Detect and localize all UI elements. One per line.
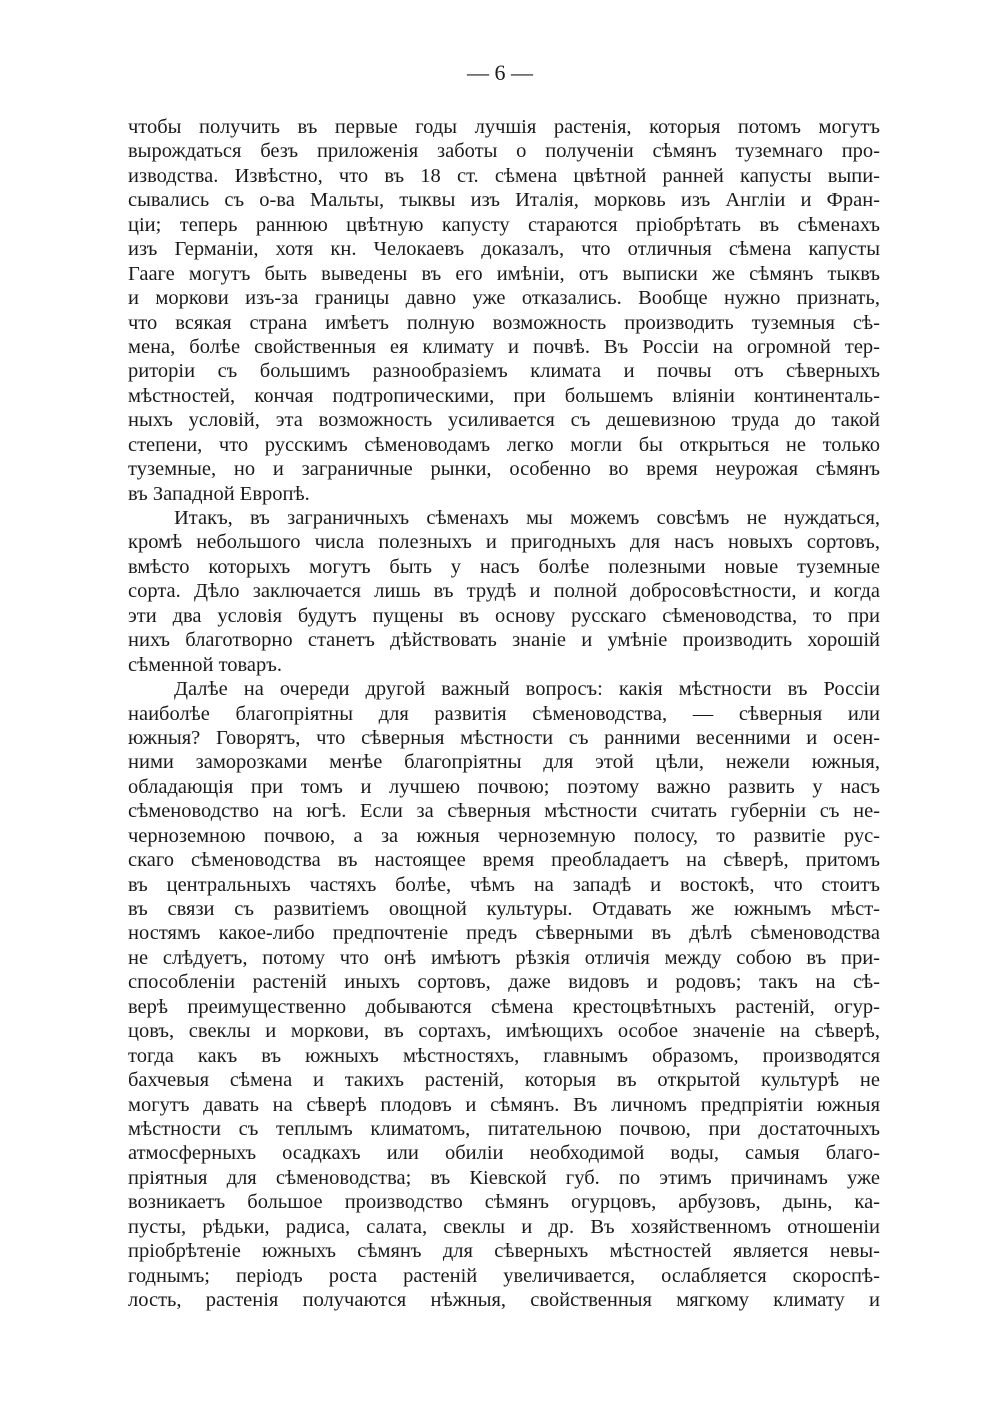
text-line: что всякая страна имѣетъ полную возможность производить туземныя сѣ- bbox=[128, 311, 880, 334]
text-line: въ центральныхъ частяхъ болѣе, чѣмъ на западѣ и востокѣ, что стоитъ bbox=[128, 873, 880, 896]
text-line: Итакъ, въ заграничныхъ сѣменахъ мы можемъ совсѣмъ не нуждаться, bbox=[174, 507, 880, 529]
paragraph bbox=[128, 506, 880, 677]
text-line: мѣстности съ теплымъ климатомъ, питательною почвою, при достаточныхъ bbox=[128, 1117, 880, 1140]
text-line: тогда какъ въ южныхъ мѣстностяхъ, главнымъ образомъ, производятся bbox=[128, 1044, 880, 1067]
text-line: сѣменной товаръ. bbox=[128, 653, 283, 676]
text-line: степени, что русскимъ сѣменоводамъ легко могли бы открыться не только bbox=[128, 433, 880, 456]
text-line: мѣстностей, кончая подтропическими, при большемъ вліяніи континенталь- bbox=[128, 384, 880, 407]
text-line: изъ Германіи, хотя кн. Челокаевъ доказалъ, что отличныя сѣмена капусты bbox=[128, 238, 880, 261]
text-line: ностямъ какое-либо предпочтеніе предъ сѣверными въ дѣлѣ сѣменоводства bbox=[128, 922, 880, 945]
text-line: риторіи съ большимъ разнообразіемъ климата и почвы отъ сѣверныхъ bbox=[128, 360, 880, 383]
text-line: верѣ преимущественно добываются сѣмена крестоцвѣтныхъ растеній, огур- bbox=[128, 995, 880, 1018]
text-line: нихъ благотворно станетъ дѣйствовать знаніе и умѣніе производить хорошій bbox=[128, 629, 880, 652]
text-line: пріобрѣтеніе южныхъ сѣмянъ для сѣверныхъ мѣстностей является невы- bbox=[128, 1240, 880, 1263]
text-line: туземные, но и заграничные рынки, особенно во время неурожая сѣмянъ bbox=[128, 458, 880, 481]
text-line: годнымъ; періодъ роста растеній увеличивается, ослабляется скороспѣ- bbox=[128, 1264, 880, 1287]
text-line: чтобы получить въ первые годы лучшія растенія, которыя потомъ могутъ bbox=[128, 116, 880, 138]
text-line: пріятныя для сѣменоводства; въ Кіевской губ. по этимъ причинамъ уже bbox=[128, 1166, 880, 1189]
text-line: способленіи растеній иныхъ сортовъ, даже видовъ и родовъ; такъ на сѣ- bbox=[128, 971, 880, 994]
text-line: могутъ давать на сѣверѣ плодовъ и сѣмянъ. Въ личномъ предпріятіи южныя bbox=[128, 1093, 880, 1116]
text-line: лость, растенія получаются нѣжныя, свойственныя мягкому климату и bbox=[128, 1289, 880, 1311]
text-line: черноземною почвою, а за южныя черноземную полосу, то развитіе рус- bbox=[128, 824, 880, 847]
text-line: Далѣе на очереди другой важный вопросъ: какія мѣстности въ Россіи bbox=[174, 678, 880, 701]
text-line: возникаетъ большое производство сѣмянъ огурцовъ, арбузовъ, дынь, ка- bbox=[128, 1191, 880, 1214]
page-number: — 6 — bbox=[467, 60, 533, 85]
text-line: сѣменоводство на югѣ. Если за сѣверныя мѣстности считать губерніи съ не- bbox=[128, 800, 880, 823]
text-line: не слѣдуетъ, потому что онѣ имѣютъ рѣзкія отличія между собою въ при- bbox=[128, 946, 880, 969]
text-line: и моркови изъ-за границы давно уже отказались. Вообще нужно признать, bbox=[128, 287, 880, 310]
text-line: сывались съ о-ва Мальты, тыквы изъ Италія, морковь изъ Англіи и Фран- bbox=[128, 189, 880, 212]
text-line: бахчевыя сѣмена и такихъ растеній, которыя въ открытой культурѣ не bbox=[128, 1069, 880, 1092]
text-line: въ Западной Европѣ. bbox=[128, 482, 310, 505]
text-line: изводства. Извѣстно, что въ 18 ст. сѣмена цвѣтной ранней капусты выпи- bbox=[128, 164, 880, 187]
text-line: въ связи съ развитіемъ овощной культуры. Отдавать же южнымъ мѣст- bbox=[128, 898, 880, 920]
text-line: цовъ, свеклы и моркови, въ сортахъ, имѣющихъ особое значеніе на сѣверѣ, bbox=[128, 1020, 880, 1043]
text-line: эти два условія будутъ пущены въ основу русскаго сѣменоводства, то при bbox=[128, 604, 880, 627]
text-line: пусты, рѣдьки, радиса, салата, свеклы и др. Въ хозяйственномъ отношеніи bbox=[128, 1215, 880, 1238]
body-text bbox=[128, 115, 880, 1312]
text-line: наиболѣе благопріятны для развитія сѣменоводства, — сѣверныя или bbox=[128, 702, 880, 725]
text-line: мена, болѣе свойственныя ея климату и почвѣ. Въ Россіи на огромной тер- bbox=[128, 335, 880, 358]
text-line: ними заморозками менѣе благопріятны для этой цѣли, нежели южныя, bbox=[128, 751, 880, 774]
paragraph bbox=[128, 677, 880, 1312]
text-line: скаго сѣменоводства въ настоящее время преобладаетъ на сѣверѣ, притомъ bbox=[128, 849, 880, 872]
text-line: вырождаться безъ приложенія заботы о полученіи сѣмянъ туземнаго про- bbox=[128, 140, 880, 163]
text-line: кромѣ небольшого числа полезныхъ и пригодныхъ для насъ новыхъ сортовъ, bbox=[128, 531, 880, 554]
text-line: обладающія при томъ и лучшею почвою; поэтому важно развить у насъ bbox=[128, 775, 880, 798]
text-line: вмѣсто которыхъ могутъ быть у насъ болѣе полезными новые туземные bbox=[128, 555, 880, 578]
text-line: Гааге могутъ быть выведены въ его имѣніи, отъ выписки же сѣмянъ тыквъ bbox=[128, 262, 880, 285]
text-line: южныя? Говорятъ, что сѣверныя мѣстности съ ранними весенними и осен- bbox=[128, 726, 880, 749]
text-line: ныхъ условій, эта возможность усиливается съ дешевизною труда до такой bbox=[128, 409, 880, 432]
text-line: сорта. Дѣло заключается лишь въ трудѣ и полной добросовѣстности, и когда bbox=[128, 580, 880, 603]
text-line: ціи; теперь раннюю цвѣтную капусту стараются пріобрѣтать въ сѣменахъ bbox=[128, 213, 880, 236]
text-line: атмосферныхъ осадкахъ или обиліи необходимой воды, самыя благо- bbox=[128, 1142, 880, 1165]
paragraph bbox=[128, 115, 880, 506]
